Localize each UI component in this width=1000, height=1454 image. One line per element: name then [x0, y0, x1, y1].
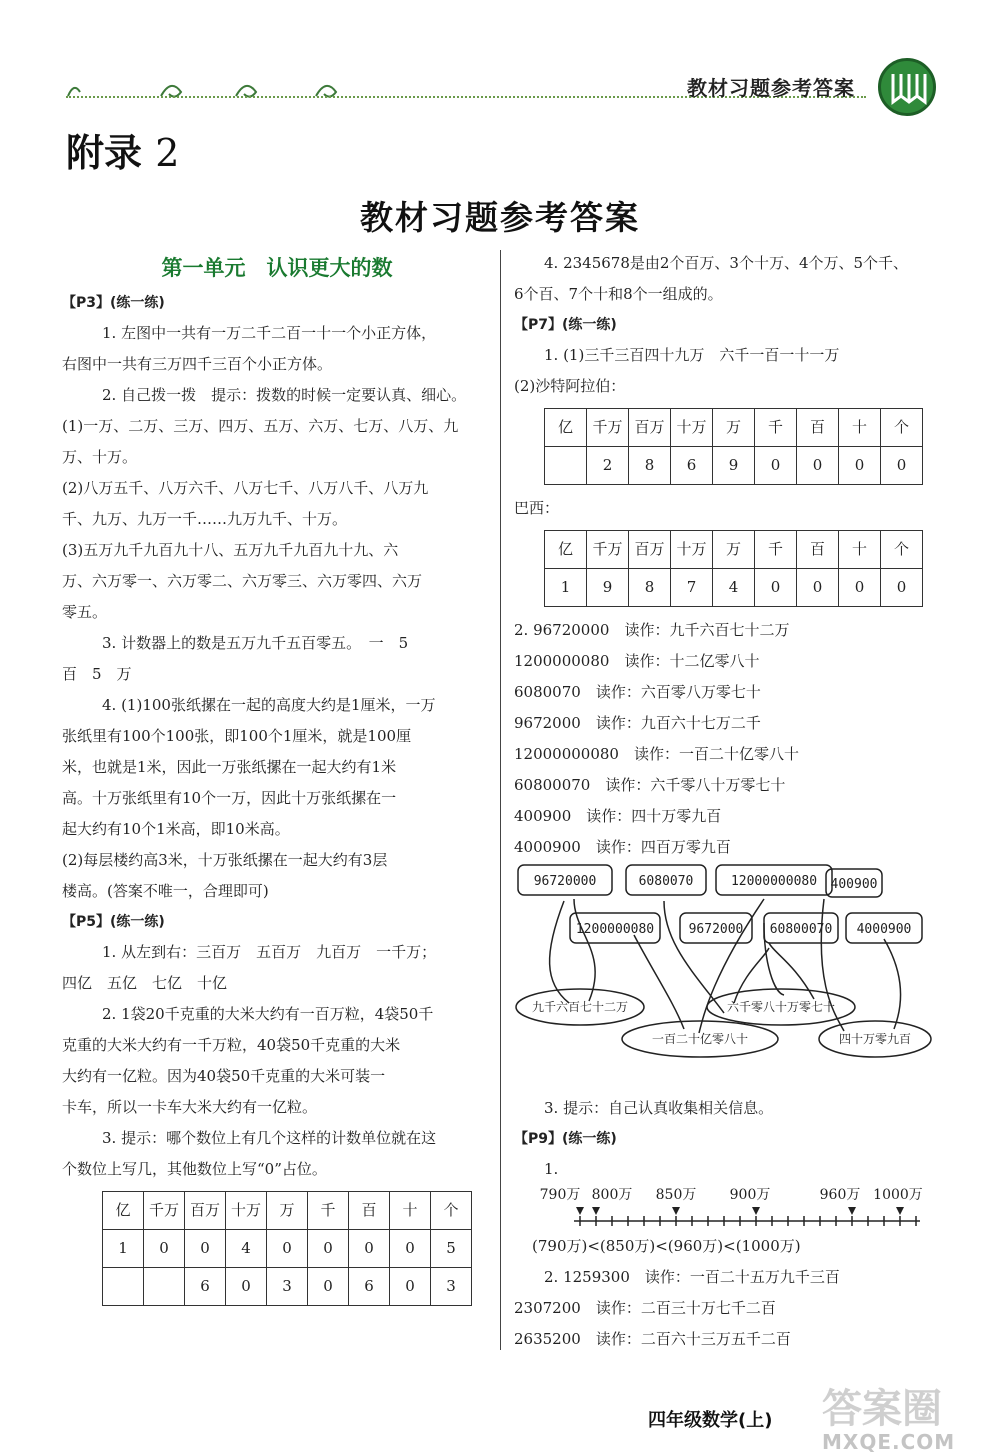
text-line: 2. 1袋20千克重的大米大约有一百万粒，4袋50千 — [102, 1005, 434, 1023]
table-cell: 6 — [185, 1268, 226, 1306]
number-value: 400900 — [514, 807, 572, 825]
down-arrow-icon — [672, 1207, 680, 1215]
text-line: 大约有一亿粒。因为40袋50千克重的大米可装一 — [62, 1067, 386, 1085]
table-header-cell: 百万 — [185, 1192, 226, 1230]
right-column — [514, 248, 938, 1355]
text-line: 4. 2345678是由2个百万、3个十万、4个万、5个千、 — [544, 254, 909, 272]
appendix-number: 2 — [155, 131, 180, 175]
table-cell: 0 — [390, 1230, 431, 1268]
text-line: 米，也就是1米，因此一万张纸摞在一起大约有1米 — [62, 758, 397, 776]
text-line: (2)沙特阿拉伯： — [514, 377, 626, 395]
table-header-cell: 十 — [839, 531, 881, 569]
matching-diagram-svg — [514, 863, 938, 1093]
table-cell: 4 — [713, 569, 755, 607]
table-cell: 7 — [671, 569, 713, 607]
table-cell: 3 — [267, 1268, 308, 1306]
down-arrow-icon — [752, 1207, 760, 1215]
diagram-oval-label: 六千零八十万零七十 — [726, 1000, 836, 1014]
list-item — [514, 708, 938, 739]
list-item — [514, 770, 938, 801]
down-arrow-icon — [576, 1207, 584, 1215]
table-cell: 2 — [587, 447, 629, 485]
watermark-url: MXQE.COM — [822, 1430, 956, 1454]
table-header-cell: 亿 — [545, 409, 587, 447]
diagram-top-label: 6080070 — [638, 874, 694, 889]
diagram-top-label: 12000000080 — [730, 874, 818, 889]
text-line: 2. 自己拨一拨 提示：拨数的时候一定要认真、细心。 — [102, 386, 467, 404]
table-header-cell: 千万 — [587, 409, 629, 447]
reading-list — [514, 615, 938, 863]
text-line: 高。十万张纸里有10个一万，因此十万张纸摞在一 — [62, 789, 397, 807]
text-line: 1. 从左到右：三百万 五百万 九百万 一千万； — [102, 943, 437, 961]
section-heading-p7: 【P7】(练一练) — [514, 317, 617, 333]
table-header-cell: 万 — [267, 1192, 308, 1230]
header-title: 教材习题参考答案 — [687, 76, 855, 100]
reading-text: 读作：二百六十三万五千二百 — [595, 1330, 791, 1348]
connector-line — [550, 901, 569, 1003]
connector-line — [884, 939, 901, 1029]
diagram-mid-label: 1200000080 — [575, 922, 655, 937]
text-line: (2)每层楼约高3米，十万张纸摞在一起大约有3层 — [62, 851, 388, 869]
page-title: 教材习题参考答案 — [360, 198, 640, 237]
list-item — [514, 739, 938, 770]
number-value: 2. 1259300 — [544, 1268, 630, 1286]
section-heading-p9: 【P9】(练一练) — [514, 1131, 617, 1147]
reading-text: 读作：四十万零九百 — [586, 807, 722, 825]
reading-text: 读作：一百二十亿零八十 — [634, 745, 800, 763]
table-row — [103, 1230, 472, 1268]
text-line: 千、九万、九万一千……九万九千、十万。 — [62, 510, 348, 528]
diagram-oval-label: 九千六百七十二万 — [531, 1000, 629, 1014]
text-line: 6个百、7个十和8个一组成的。 — [514, 285, 723, 303]
table-header-cell: 百万 — [629, 409, 671, 447]
text-line: 张纸里有100个100张，即100个1厘米，就是100厘 — [62, 727, 412, 745]
table-header-cell: 十万 — [671, 531, 713, 569]
number-value: 60800070 — [514, 776, 591, 794]
text-line: 3. 提示：哪个数位上有几个这样的计数单位就在这 — [102, 1129, 437, 1147]
table-cell: 3 — [431, 1268, 472, 1306]
table-cell — [144, 1268, 185, 1306]
column-divider — [500, 250, 501, 1350]
text-line: 楼高。(答案不唯一，合理即可) — [62, 882, 269, 900]
section-heading-p3: 【P3】(练一练) — [62, 295, 165, 311]
text-line: (3)五万九千九百九十八、五万九千九百九十九、六 — [62, 541, 399, 559]
reading-text: 读作：六千零八十万零七十 — [605, 776, 786, 794]
text-line: 克重的大米大约有一千万粒，40袋50千克重的大米 — [62, 1036, 401, 1054]
number-line-label: 900万 — [729, 1187, 771, 1203]
table-cell: 0 — [390, 1268, 431, 1306]
list-item — [514, 801, 938, 832]
list-item — [514, 677, 938, 708]
table-row — [103, 1268, 472, 1306]
table-header-cell: 百 — [797, 531, 839, 569]
table-cell: 1 — [103, 1230, 144, 1268]
number-value: 2307200 — [514, 1299, 581, 1317]
watermark — [822, 1388, 955, 1454]
text-line: 百 5 万 — [62, 665, 132, 683]
table-cell: 6 — [349, 1268, 390, 1306]
table-cell: 1 — [545, 569, 587, 607]
table-cell: 0 — [308, 1230, 349, 1268]
table-header-cell: 个 — [881, 531, 923, 569]
reading-text: 读作：一百二十五万九千三百 — [644, 1268, 840, 1286]
table-cell: 6 — [671, 447, 713, 485]
list-item — [514, 1262, 938, 1293]
table-header-cell: 千万 — [587, 531, 629, 569]
table-cell: 0 — [881, 569, 923, 607]
table-header-cell: 千 — [755, 531, 797, 569]
table-cell: 0 — [839, 447, 881, 485]
number-line-label: 790万 — [539, 1187, 581, 1203]
table-header-cell: 百 — [349, 1192, 390, 1230]
table-header-cell: 百万 — [629, 531, 671, 569]
place-value-table — [102, 1191, 472, 1306]
table-cell: 9 — [587, 569, 629, 607]
diagram-mid-label: 60800070 — [769, 922, 833, 937]
table-cell: 0 — [797, 447, 839, 485]
connector-line — [634, 935, 684, 1029]
text-line: 1. 左图中一共有一万二千二百一十一个小正方体， — [102, 324, 437, 342]
connector-line — [664, 901, 724, 1013]
reading-text: 读作：十二亿零八十 — [624, 652, 760, 670]
text-line: (2)八万五千、八万六千、八万七千、八万八千、八万九 — [62, 479, 429, 497]
table-cell: 0 — [755, 447, 797, 485]
reading-text: 读作：六百零八万零七十 — [595, 683, 761, 701]
down-arrow-icon — [848, 1207, 856, 1215]
text-line: 零五。 — [62, 603, 108, 621]
table-cell: 0 — [755, 569, 797, 607]
table-header-cell: 千万 — [144, 1192, 185, 1230]
text-line: (790万)<(850万)<(960万)<(1000万) — [532, 1237, 801, 1255]
list-item — [514, 1293, 938, 1324]
text-line: (1)一万、二万、三万、四万、五万、六万、七万、八万、九 — [62, 417, 459, 435]
list-item — [514, 646, 938, 677]
table-cell: 0 — [797, 569, 839, 607]
table-cell — [103, 1268, 144, 1306]
reading-text: 读作：九百六十七万二千 — [595, 714, 761, 732]
number-line-label: 960万 — [819, 1187, 861, 1203]
table-header-cell: 百 — [797, 409, 839, 447]
diagram-top-label: 96720000 — [533, 874, 597, 889]
table-header-cell: 万 — [713, 531, 755, 569]
number-line — [514, 1185, 938, 1231]
diagram-mid-label: 9672000 — [688, 922, 744, 937]
brazil-place-value-table — [544, 530, 923, 607]
down-arrow-icon — [896, 1207, 904, 1215]
number-line-label: 800万 — [591, 1187, 633, 1203]
unit-title: 第一单元 认识更大的数 — [161, 256, 393, 280]
table-header-cell: 十万 — [226, 1192, 267, 1230]
watermark-logo-text: 答案圈 — [822, 1386, 942, 1432]
table-row — [545, 569, 923, 607]
book-logo-icon — [878, 58, 936, 116]
diagram-oval-label: 一百二十亿零八十 — [651, 1032, 749, 1046]
left-column — [62, 248, 492, 1314]
table-header-cell: 十 — [839, 409, 881, 447]
section-heading-p5: 【P5】(练一练) — [62, 914, 165, 930]
table-cell: 0 — [308, 1268, 349, 1306]
list-item — [514, 832, 938, 863]
number-value: 9672000 — [514, 714, 581, 732]
text-line: 四亿 五亿 七亿 十亿 — [62, 974, 228, 992]
table-cell: 0 — [226, 1268, 267, 1306]
connector-line — [574, 899, 595, 1001]
number-line-svg — [514, 1185, 938, 1231]
text-line: 3. 计数器上的数是五万九千五百零五。 一 5 — [102, 634, 409, 652]
text-line: 1. — [544, 1160, 559, 1178]
table-header-cell: 个 — [881, 409, 923, 447]
page-footer: 四年级数学(上) — [648, 1410, 773, 1431]
text-line: 起大约有10个1米高，即10米高。 — [62, 820, 290, 838]
table-cell — [545, 447, 587, 485]
reading-text: 读作：九千六百七十二万 — [624, 621, 790, 639]
text-line: 4. (1)100张纸摞在一起的高度大约是1厘米，一万 — [102, 696, 436, 714]
diagram-oval-label: 四十万零九百 — [838, 1032, 912, 1046]
table-header-cell: 万 — [713, 409, 755, 447]
table-cell: 8 — [629, 569, 671, 607]
table-row — [545, 447, 923, 485]
table-cell: 0 — [144, 1230, 185, 1268]
reading-text: 读作：二百三十万七千二百 — [595, 1299, 776, 1317]
number-value: 2. 96720000 — [514, 621, 610, 639]
appendix-heading — [66, 122, 179, 177]
table-cell: 8 — [629, 447, 671, 485]
table-header-cell: 十万 — [671, 409, 713, 447]
text-line: 万、十万。 — [62, 448, 138, 466]
saudi-place-value-table — [544, 408, 923, 485]
text-line: 卡车，所以一卡车大米大约有一亿粒。 — [62, 1098, 318, 1116]
text-line: 右图中一共有三万四千三百个小正方体。 — [62, 355, 333, 373]
number-value: 6080070 — [514, 683, 581, 701]
list-item — [514, 1324, 938, 1355]
table-cell: 5 — [431, 1230, 472, 1268]
appendix-label: 附录 — [66, 131, 143, 175]
table-header-cell: 千 — [755, 409, 797, 447]
number-line-label: 1000万 — [873, 1187, 923, 1203]
list-item — [514, 615, 938, 646]
number-value: 1200000080 — [514, 652, 610, 670]
matching-diagram — [514, 863, 938, 1093]
number-value: 4000900 — [514, 838, 581, 856]
down-arrow-icon — [592, 1207, 600, 1215]
text-line: 个数位上写几，其他数位上写“0”占位。 — [62, 1160, 327, 1178]
text-line: 巴西： — [514, 499, 560, 517]
reading-text: 读作：四百万零九百 — [595, 838, 731, 856]
text-line: 万、六万零一、六万零二、六万零三、六万零四、六万 — [62, 572, 423, 590]
table-cell: 0 — [267, 1230, 308, 1268]
number-value: 12000000080 — [514, 745, 619, 763]
diagram-mid-label: 4000900 — [856, 922, 912, 937]
number-line-label: 850万 — [655, 1187, 697, 1203]
table-cell: 0 — [839, 569, 881, 607]
table-cell: 9 — [713, 447, 755, 485]
table-header-cell: 十 — [390, 1192, 431, 1230]
table-header-cell: 千 — [308, 1192, 349, 1230]
text-line: 1. (1)三千三百四十九万 六千一百一十一万 — [544, 346, 840, 364]
table-cell: 4 — [226, 1230, 267, 1268]
diagram-top-label: 400900 — [830, 877, 878, 892]
table-cell: 0 — [881, 447, 923, 485]
text-line: 3. 提示：自己认真收集相关信息。 — [544, 1099, 774, 1117]
number-value: 2635200 — [514, 1330, 581, 1348]
table-cell: 0 — [185, 1230, 226, 1268]
table-header-cell: 亿 — [103, 1192, 144, 1230]
page-header — [0, 0, 1000, 120]
table-cell: 0 — [349, 1230, 390, 1268]
table-header-cell: 个 — [431, 1192, 472, 1230]
connector-line — [734, 948, 769, 1003]
table-header-cell: 亿 — [545, 531, 587, 569]
